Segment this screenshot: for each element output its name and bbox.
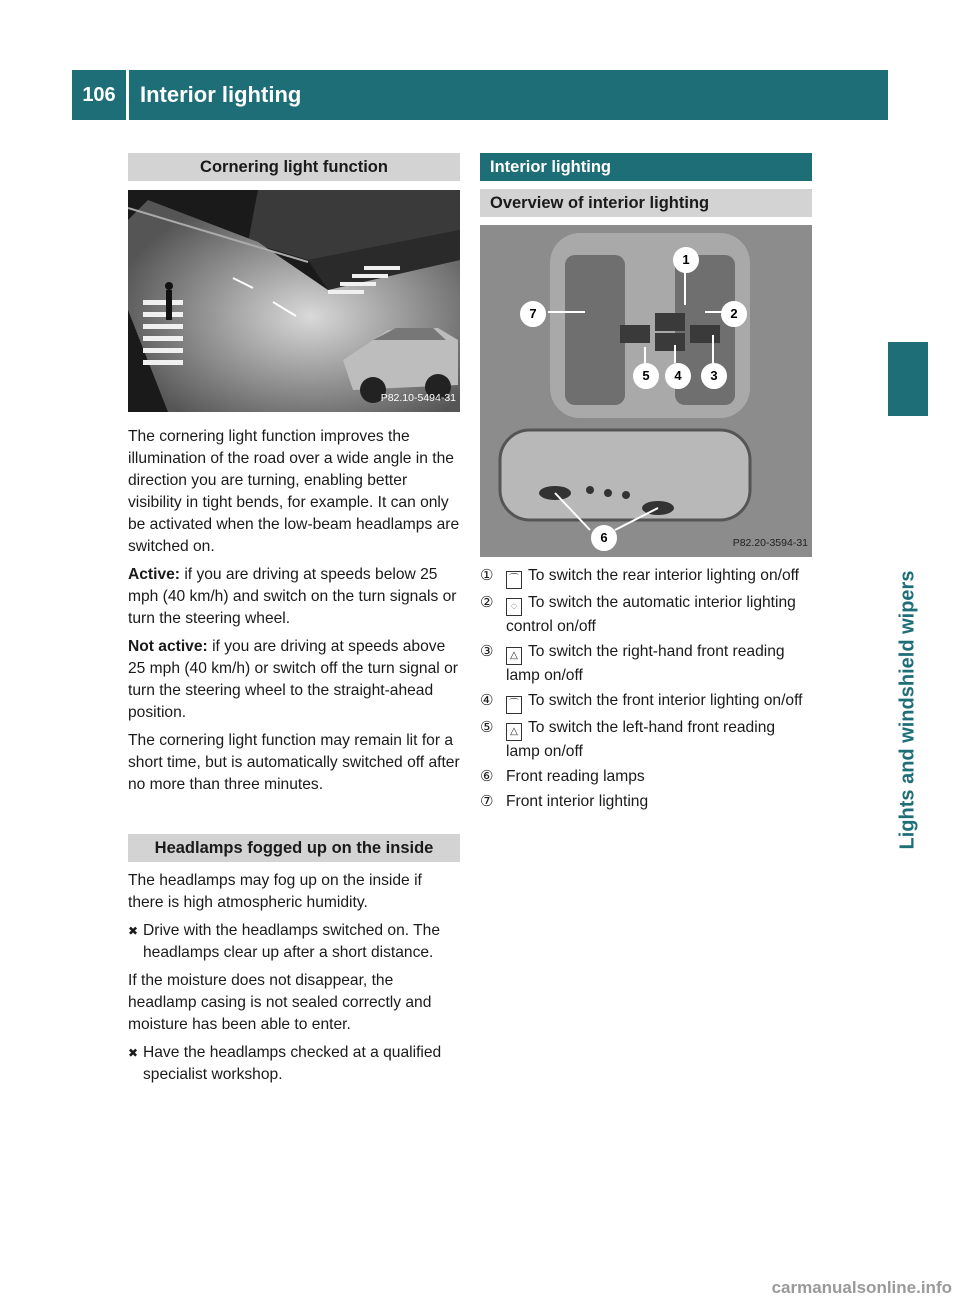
fogged-heading: Headlamps fogged up on the inside — [128, 834, 460, 862]
legend-num-7: ⑦ — [480, 793, 494, 810]
active-text: if you are driving at speeds below 25 mph (40 km/h) and switch on the turn signals or turn the steering wheel. — [128, 566, 457, 627]
rear-light-icon: ⌒ — [506, 571, 522, 589]
left-reading-lamp-icon: △ — [506, 723, 522, 741]
legend-num-2: ② — [480, 594, 494, 611]
legend-item-4 — [480, 690, 812, 714]
overhead-console-illustration — [480, 225, 812, 557]
callout-7: 7 — [520, 301, 546, 327]
legend-text-2 — [506, 592, 812, 638]
fogged-bullet-2-text: Have the headlamps checked at a qualified specialist workshop. — [143, 1044, 442, 1083]
watermark: carmanualsonline.info — [771, 1278, 952, 1297]
legend-desc-4: To switch the front interior lighting on/off — [528, 692, 803, 709]
overview-figure — [480, 225, 812, 557]
legend-text-3 — [506, 641, 812, 687]
legend-item-1 — [480, 565, 812, 589]
cornering-active — [128, 564, 460, 630]
not-active-text: if you are driving at speeds above 25 mph (40 km/h) or switch off the turn signal or turn the steering wheel to the straight-ahead position. — [128, 638, 458, 721]
legend-text-4 — [506, 690, 802, 714]
bullet-x-icon: ✖ — [128, 924, 139, 938]
legend-item-3 — [480, 641, 812, 687]
right-reading-lamp-icon: △ — [506, 647, 522, 665]
callout-6: 6 — [591, 525, 617, 551]
fogged-intro: The headlamps may fog up on the inside if there is high atmospheric humidity. — [128, 872, 422, 911]
legend-num-3: ③ — [480, 643, 494, 660]
right-column — [480, 153, 812, 816]
legend-text-1 — [506, 565, 799, 589]
not-active-label: Not active: — [128, 638, 208, 655]
cornering-figure — [128, 190, 460, 412]
auto-light-icon: ◌ — [506, 598, 522, 616]
legend-num-1: ① — [480, 567, 494, 584]
page-title: Interior lighting — [140, 82, 302, 107]
legend-desc-5: To switch the left-hand front reading lamp on/off — [506, 719, 776, 760]
legend-num-6: ⑥ — [480, 768, 494, 785]
fogged-bullet-1-text: Drive with the headlamps switched on. The headlamps clear up after a short distance. — [143, 922, 441, 961]
left-column — [128, 153, 460, 1092]
legend-item-6 — [480, 766, 812, 788]
page-number: 106 — [82, 84, 116, 106]
callout-2: 2 — [721, 301, 747, 327]
callout-3: 3 — [701, 363, 727, 389]
legend-num-4: ④ — [480, 692, 494, 709]
side-tab-label: Lights and windshield wipers — [896, 570, 919, 850]
legend-num-5: ⑤ — [480, 719, 494, 736]
cornering-heading: Cornering light function — [128, 153, 460, 181]
legend-desc-2: To switch the automatic interior lighting control on/off — [506, 594, 796, 635]
bullet-x-icon: ✖ — [128, 1046, 139, 1060]
side-tab-block — [888, 342, 928, 416]
cornering-figure-code: P82.10-5494-31 — [380, 392, 456, 404]
legend-desc-1: To switch the rear interior lighting on/off — [528, 567, 800, 584]
legend-item-2 — [480, 592, 812, 638]
cornering-illustration — [128, 190, 460, 412]
cornering-remain-lit: The cornering light function may remain lit for a short time, but is automatically switched off after no more than three minutes. — [128, 732, 460, 793]
callout-4: 4 — [665, 363, 691, 389]
legend-item-7 — [480, 791, 812, 813]
callout-1: 1 — [673, 247, 699, 273]
legend-item-5 — [480, 717, 812, 763]
cornering-intro: The cornering light function improves the illumination of the road over a wide angle in the direction you are turning, enabling better visibility in tight bends, for example. It can only be activated when the low-beam headlamps are switched on. — [128, 428, 460, 555]
overview-figure-code: P82.20-3594-31 — [732, 537, 808, 549]
legend-text-5 — [506, 717, 812, 763]
interior-heading: Interior lighting — [480, 153, 812, 181]
legend-desc-7: Front interior lighting — [506, 793, 649, 810]
overview-heading: Overview of interior lighting — [480, 189, 812, 217]
fogged-moisture: If the moisture does not disappear, the headlamp casing is not sealed correctly and moisture has been able to enter. — [128, 972, 432, 1033]
active-label: Active: — [128, 566, 180, 583]
cornering-not-active — [128, 636, 460, 724]
legend-desc-6: Front reading lamps — [506, 768, 645, 785]
front-light-icon: ⌒ — [506, 696, 522, 714]
callout-5: 5 — [633, 363, 659, 389]
header-divider — [126, 70, 129, 120]
fogged-bullet-1 — [128, 920, 460, 964]
legend-desc-3: To switch the right-hand front reading lamp on/off — [506, 643, 785, 684]
fogged-bullet-2 — [128, 1042, 460, 1086]
